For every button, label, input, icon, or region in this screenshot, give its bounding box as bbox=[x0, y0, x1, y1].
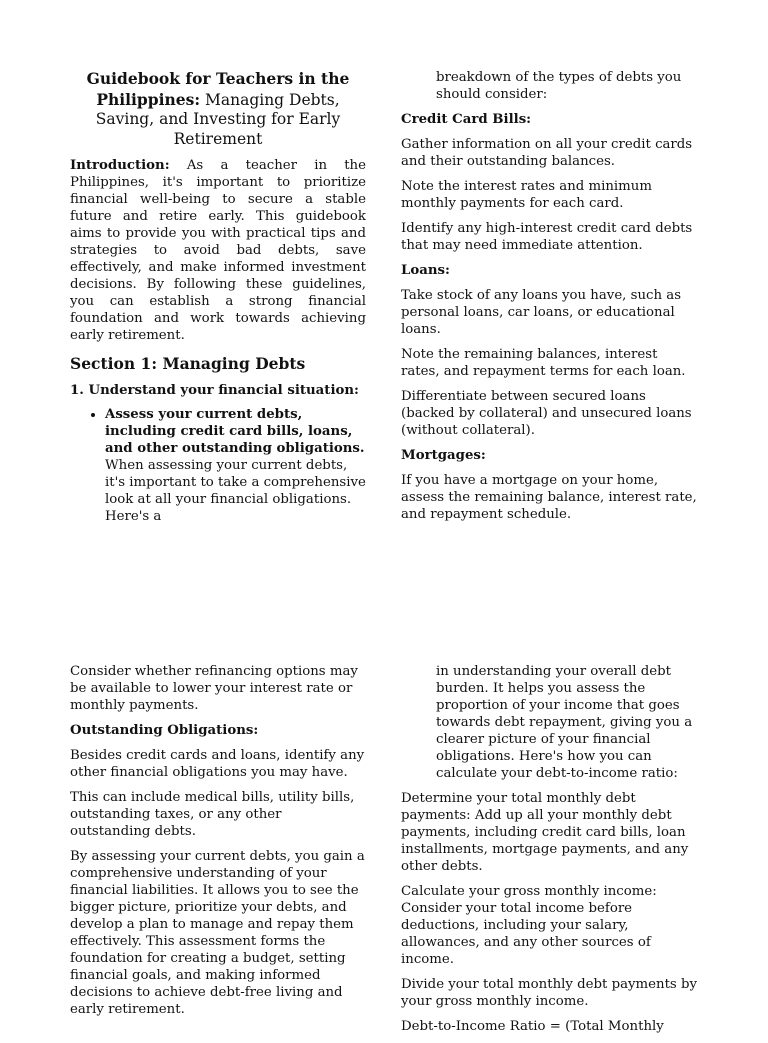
assessment-paragraph: By assessing your current debts, you gain a comprehensive understanding of your financial liabilities. It allows you to see the bigger picture, prioritize your debts, and develop a plan to manage and repay them effectively. This assessment forms the foundation for creating a budget, setting financial goals, and making informed decisions to achieve debt-free living and early retirement. bbox=[70, 849, 365, 1017]
document-page-2 bbox=[0, 655, 768, 1034]
loans-p3: Differentiate between secured loans (backed by collateral) and unsecured loans (without collateral). bbox=[401, 389, 692, 438]
outstanding-label: Outstanding Obligations: bbox=[70, 723, 259, 738]
mortgages-label: Mortgages: bbox=[401, 448, 486, 463]
loans-p2: Note the remaining balances, interest rates, and repayment terms for each loan. bbox=[401, 347, 686, 379]
page1-right-column bbox=[401, 69, 699, 531]
document-title bbox=[70, 69, 366, 149]
credit-card-p2: Note the interest rates and minimum monthly payments for each card. bbox=[401, 179, 652, 211]
loans-p1: Take stock of any loans you have, such as personal loans, car loans, or educational loans. bbox=[401, 288, 682, 337]
loans-label: Loans: bbox=[401, 263, 450, 278]
step-total-debt: Determine your total monthly debt payments: Add up all your monthly debt payments, including credit card bills, loan installments, mortgage payments, and any other debts. bbox=[401, 791, 689, 874]
page2-right-column bbox=[401, 663, 699, 1043]
step1-list bbox=[70, 406, 366, 525]
mortgages-p1: If you have a mortgage on your home, assess the remaining balance, interest rate, and repayment schedule. bbox=[401, 473, 697, 522]
right-continuation-2: in understanding your overall debt burden. It helps you assess the proportion of your income that goes towards debt repayment, giving you a clearer picture of your financial obligations. Here's how you can calculate your debt-to-income ratio: bbox=[436, 664, 693, 781]
formula-partial: Debt-to-Income Ratio = (Total Monthly bbox=[401, 1019, 664, 1034]
intro-text: As a teacher in the Philippines, it's important to prioritize financial well-being to secure a stable future and retire early. This guidebook aims to provide you with practical tips and strategies to avoid bad debts, save effectively, and make informed investment decisions. By following these guidelines, you can establish a strong financial foundation and work towards achieving early retirement. bbox=[70, 158, 366, 343]
bullet-bold: Assess your current debts, including credit card bills, loans, and other outstanding obligations. bbox=[105, 407, 365, 456]
page1-left-column bbox=[70, 0, 366, 525]
credit-card-p3: Identify any high-interest credit card debts that may need immediate attention. bbox=[401, 221, 693, 253]
outstanding-p2: This can include medical bills, utility bills, outstanding taxes, or any other outstanding debts. bbox=[70, 790, 355, 839]
page2-left-column bbox=[70, 663, 366, 1026]
right-continuation: breakdown of the types of debts you should consider: bbox=[436, 70, 682, 102]
step1-heading: 1. Understand your financial situation: bbox=[70, 383, 359, 398]
credit-card-p1: Gather information on all your credit cards and their outstanding balances. bbox=[401, 137, 693, 169]
step-divide: Divide your total monthly debt payments by your gross monthly income. bbox=[401, 977, 697, 1009]
outstanding-p1: Besides credit cards and loans, identify any other financial obligations you may have. bbox=[70, 748, 365, 780]
bullet-text: When assessing your current debts, it's important to take a comprehensive look at all your financial obligations. Here's a bbox=[105, 458, 366, 524]
credit-card-label: Credit Card Bills: bbox=[401, 112, 532, 127]
title-bold: Guidebook for Teachers in the Philippines: bbox=[86, 69, 350, 109]
intro-paragraph bbox=[70, 157, 366, 344]
section1-heading: Section 1: Managing Debts bbox=[70, 354, 306, 373]
step-gross-income: Calculate your gross monthly income: Consider your total income before deductions, including your salary, allowances, and any other sources of income. bbox=[401, 884, 657, 967]
list-item bbox=[105, 406, 366, 525]
title-rest: Managing Debts, Saving, and Investing for Early Retirement bbox=[95, 90, 341, 148]
refinance-paragraph: Consider whether refinancing options may be available to lower your interest rate or monthly payments. bbox=[70, 664, 358, 713]
intro-label: Introduction: bbox=[70, 158, 170, 173]
